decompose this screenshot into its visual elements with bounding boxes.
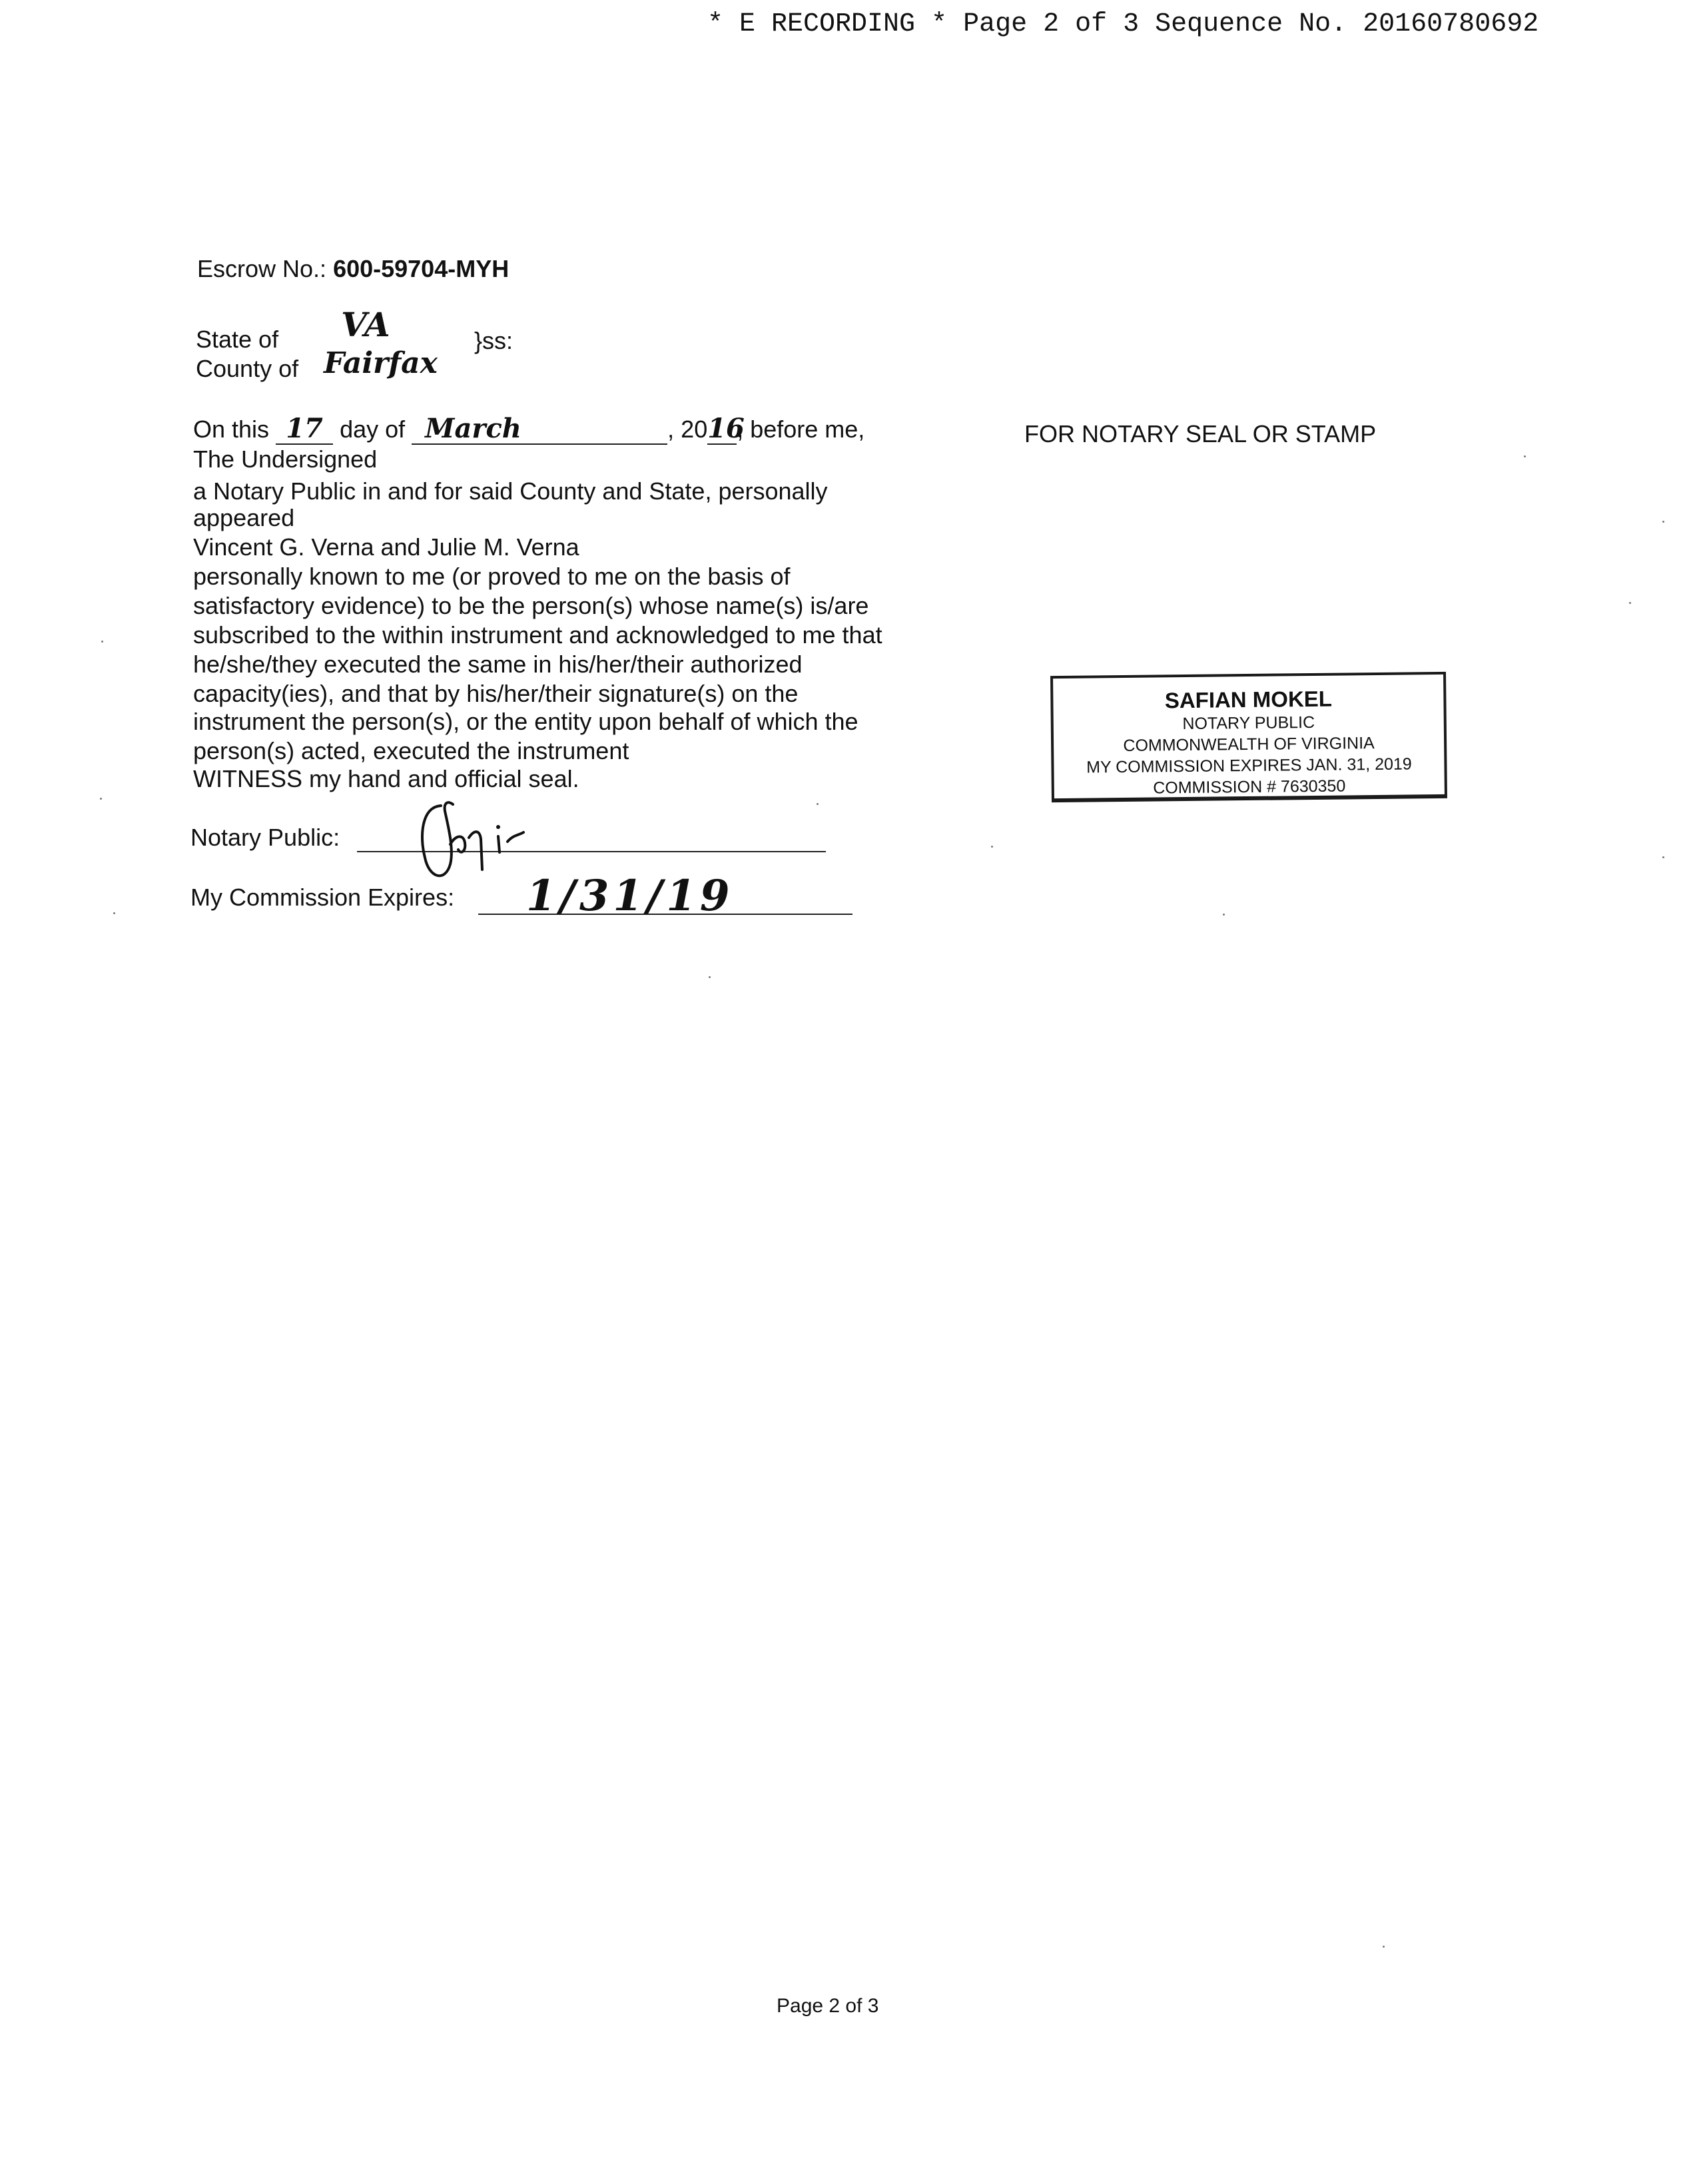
county-label: County of xyxy=(196,355,299,382)
scan-speck xyxy=(1383,1946,1385,1948)
ack-line-5: personally known to me (or proved to me on the basis of xyxy=(193,563,791,590)
stamp-line-4: COMMISSION # 7630350 xyxy=(1153,776,1346,798)
recording-header: * E RECORDING * Page 2 of 3 Sequence No. 20160780692 xyxy=(707,9,1539,39)
scan-speck xyxy=(113,912,115,914)
ack-line-10: instrument the person(s), or the entity upon behalf of which the xyxy=(193,708,858,735)
scan-speck xyxy=(101,641,103,643)
escrow-line xyxy=(197,254,509,284)
day-value-handwritten: 17 xyxy=(276,414,333,445)
county-value-handwritten: Fairfax xyxy=(324,346,438,380)
scan-speck xyxy=(817,803,819,805)
scan-speck xyxy=(1524,455,1526,457)
page-footer: Page 2 of 3 xyxy=(777,1995,879,2017)
on-this-label: On this xyxy=(193,415,270,443)
acknowledgment-date-line xyxy=(193,414,864,445)
stamp-line-1: NOTARY PUBLIC xyxy=(1182,712,1315,734)
scan-speck xyxy=(1629,602,1631,604)
stamp-line-2: COMMONWEALTH OF VIRGINIA xyxy=(1123,734,1375,755)
stamp-notary-name: SAFIAN MOKEL xyxy=(1164,686,1333,713)
ack-line-7: subscribed to the within instrument and acknowledged to me that xyxy=(193,621,882,649)
before-me-label: , before me, xyxy=(737,415,865,443)
state-value-handwritten: VA xyxy=(341,305,390,344)
ack-line-9: capacity(ies), and that by his/her/their signature(s) on the xyxy=(193,680,799,707)
year-prefix: , 20 xyxy=(667,415,708,443)
stamp-line-3: MY COMMISSION EXPIRES JAN. 31, 2019 xyxy=(1086,754,1412,777)
year-value-handwritten: 16 xyxy=(707,413,745,444)
ack-line-4: Vincent G. Verna and Julie M. Verna xyxy=(193,533,579,561)
scan-speck xyxy=(100,798,102,800)
notary-public-label: Notary Public: xyxy=(190,824,340,851)
escrow-number: 600-59704-MYH xyxy=(333,255,510,282)
ack-line-11: person(s) acted, executed the instrument xyxy=(193,737,629,764)
state-label: State of xyxy=(196,326,279,353)
ack-line-6: satisfactory evidence) to be the person(s) whose name(s) is/are xyxy=(193,592,869,619)
ack-line-8: he/she/they executed the same in his/her/their authorized xyxy=(193,651,803,678)
scan-speck xyxy=(991,846,993,848)
month-value-handwritten: March xyxy=(412,414,667,445)
scan-speck xyxy=(1662,521,1664,523)
scan-speck xyxy=(1662,856,1664,858)
scan-speck xyxy=(709,976,711,978)
ack-line-12: WITNESS my hand and official seal. xyxy=(193,765,579,792)
ack-line-1: The Undersigned xyxy=(193,445,378,473)
ack-line-3: appeared xyxy=(193,504,295,531)
escrow-label: Escrow No.: xyxy=(197,255,327,282)
day-of-label: day of xyxy=(340,415,406,443)
notary-stamp xyxy=(1050,672,1447,802)
commission-expires-handwritten: 1/31/19 xyxy=(526,871,734,921)
notary-seal-label: FOR NOTARY SEAL OR STAMP xyxy=(1024,420,1377,447)
commission-expires-label: My Commission Expires: xyxy=(190,884,455,911)
scan-speck xyxy=(1223,914,1225,916)
ack-line-2: a Notary Public in and for said County and State, personally xyxy=(193,477,828,505)
ss-mark: }ss: xyxy=(474,327,513,354)
